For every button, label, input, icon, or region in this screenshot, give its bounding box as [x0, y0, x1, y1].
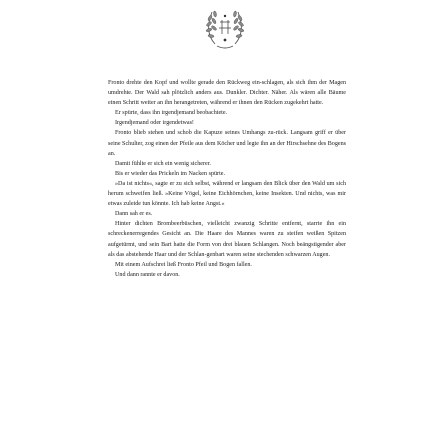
paragraph: Und dann rannte er davon.: [115, 271, 180, 278]
paragraph: Er spürte, dass ihn irgendjemand beobachtete.: [115, 110, 228, 117]
paragraph: Fronto blieb stehen und schob die Kapuze seines Umhangs zu-rück. Langsam griff er über seine Schulter, zog einen der Pfeile aus dem Köcher und legte ihn an der Hirschsehne des Bogens an.: [108, 130, 346, 157]
paragraph: Hinter dichten Brombeerbüschen, vielleicht zwanzig Schritte entfernt, starrte ihn ein schreckenerregendes Gesicht an. Die Haare des Mannes waren zu steifen weißen Spitzen aufgetürmt, und sein Bart hatte die Form von drei blauen Schlangen. Noch beängstigender aber als das abstehende Haar und der Schlan-genbart waren seine stechenden schwarzen Augen.: [108, 221, 346, 258]
paragraph: »Da ist nichts«, sagte er zu sich selbst, während er langsam den Blick über den Wald um sich herum schweifen ließ. »Keine Vögel, keine Eichhörnchen, keine Insekten. Und nichts, was mir etwas zuleide tun könnte. Ich hab keine Angst.«: [108, 180, 346, 208]
laurel-wreath-icon: [198, 4, 252, 52]
story-text: [108, 78, 346, 280]
paragraph: Irgendjemand oder irgendetwas!: [115, 120, 194, 127]
paragraph: Dann sah er es.: [115, 211, 153, 218]
paragraph: Bis er wieder das Prickeln im Nacken spürte.: [115, 170, 225, 177]
paragraph: Mit einem Aufschrei ließ Fronto Pfeil und Bogen fallen.: [115, 261, 252, 268]
paragraph: Fronto drehte den Kopf und wollte gerade den Rückweg ein-schlagen, als sich ihm der Magen umdrehte. Der Wald sah plötzlich anders aus. Dunkler. Dichter. Näher. Als wären alle Bäume einen Schritt weiter an ihn herangetreten, während er ihnen den Rücken zugekehrt hatte.: [108, 80, 346, 107]
paragraph: Damit fühlte er sich ein wenig sicherer.: [115, 160, 211, 167]
